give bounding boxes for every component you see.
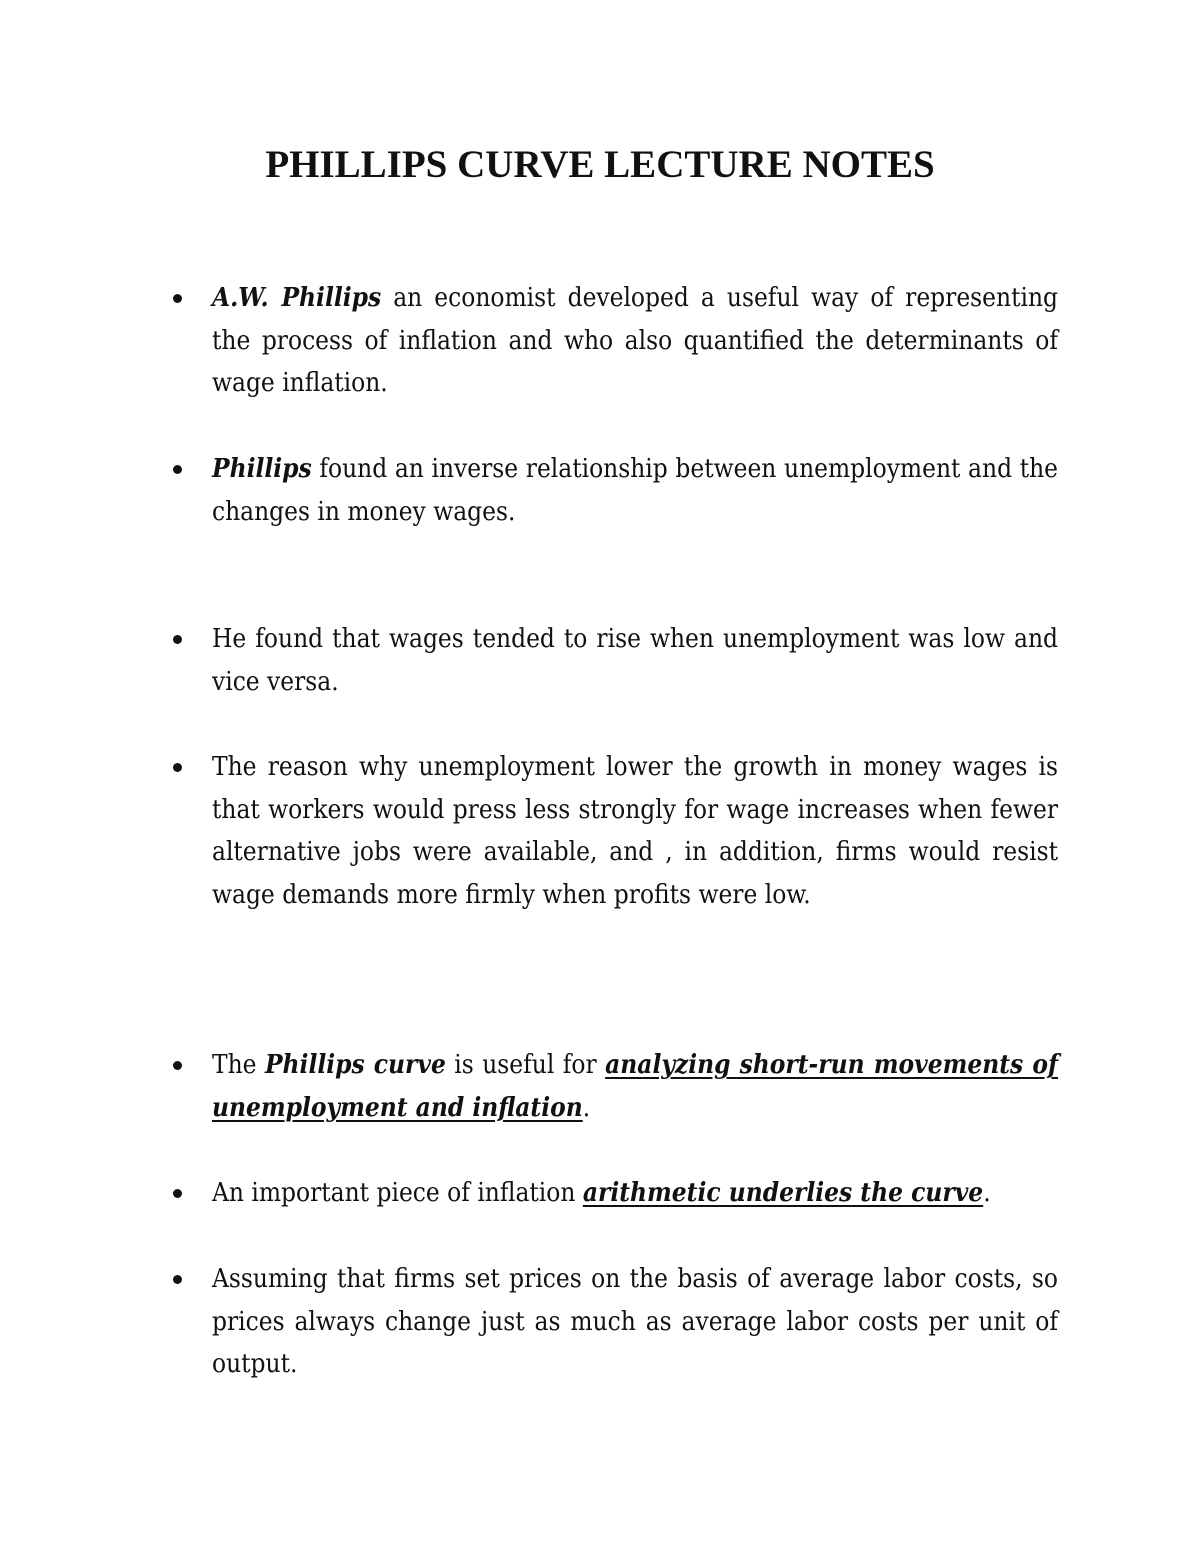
list-item (212, 1172, 1058, 1215)
bullet-icon (173, 465, 182, 474)
emphasis-text: A.W. Phillips (212, 283, 382, 313)
list-item (212, 1258, 1058, 1386)
list-item (212, 448, 1058, 533)
list-item (212, 746, 1058, 916)
body-text: Assuming that firms set prices on the basis of average labor costs, so prices always change just as much as average labor costs per unit of output. (212, 1264, 1058, 1379)
body-text: is useful for (445, 1050, 606, 1080)
emphasis-text: Phillips (212, 454, 312, 484)
body-text: The (212, 1050, 265, 1080)
list-item (212, 277, 1058, 405)
bullet-icon (173, 763, 182, 772)
list-item (212, 1044, 1058, 1129)
bullet-icon (173, 1061, 182, 1070)
body-text: an economist developed a useful way of representing the process of inflation and who also quantified the determinants of wage inflation. (212, 283, 1058, 398)
underlined-emphasis-text: analyzing short-run movements of unemployment and inflation (212, 1050, 1058, 1123)
bullet-icon (173, 1275, 182, 1284)
body-text: The reason why unemployment lower the growth in money wages is that workers would press less strongly for wage increases when fewer alternative jobs were available, and , in addition, firms would resist wage demands more firmly when profits were low. (212, 752, 1058, 910)
page-title: PHILLIPS CURVE LECTURE NOTES (265, 143, 935, 186)
underlined-emphasis-text: arithmetic underlies the curve (582, 1178, 984, 1208)
body-text: . (983, 1178, 991, 1208)
body-text: He found that wages tended to rise when unemployment was low and vice versa. (212, 624, 1058, 697)
emphasis-text: Phillips curve (264, 1050, 446, 1080)
body-text: An important piece of inflation (212, 1178, 583, 1208)
bullet-icon (173, 635, 182, 644)
bullet-icon (173, 1189, 182, 1198)
list-item (212, 618, 1058, 703)
body-text: . (582, 1092, 591, 1123)
body-text: found an inverse relationship between unemployment and the changes in money wages. (212, 454, 1058, 527)
bullet-icon (173, 294, 182, 303)
